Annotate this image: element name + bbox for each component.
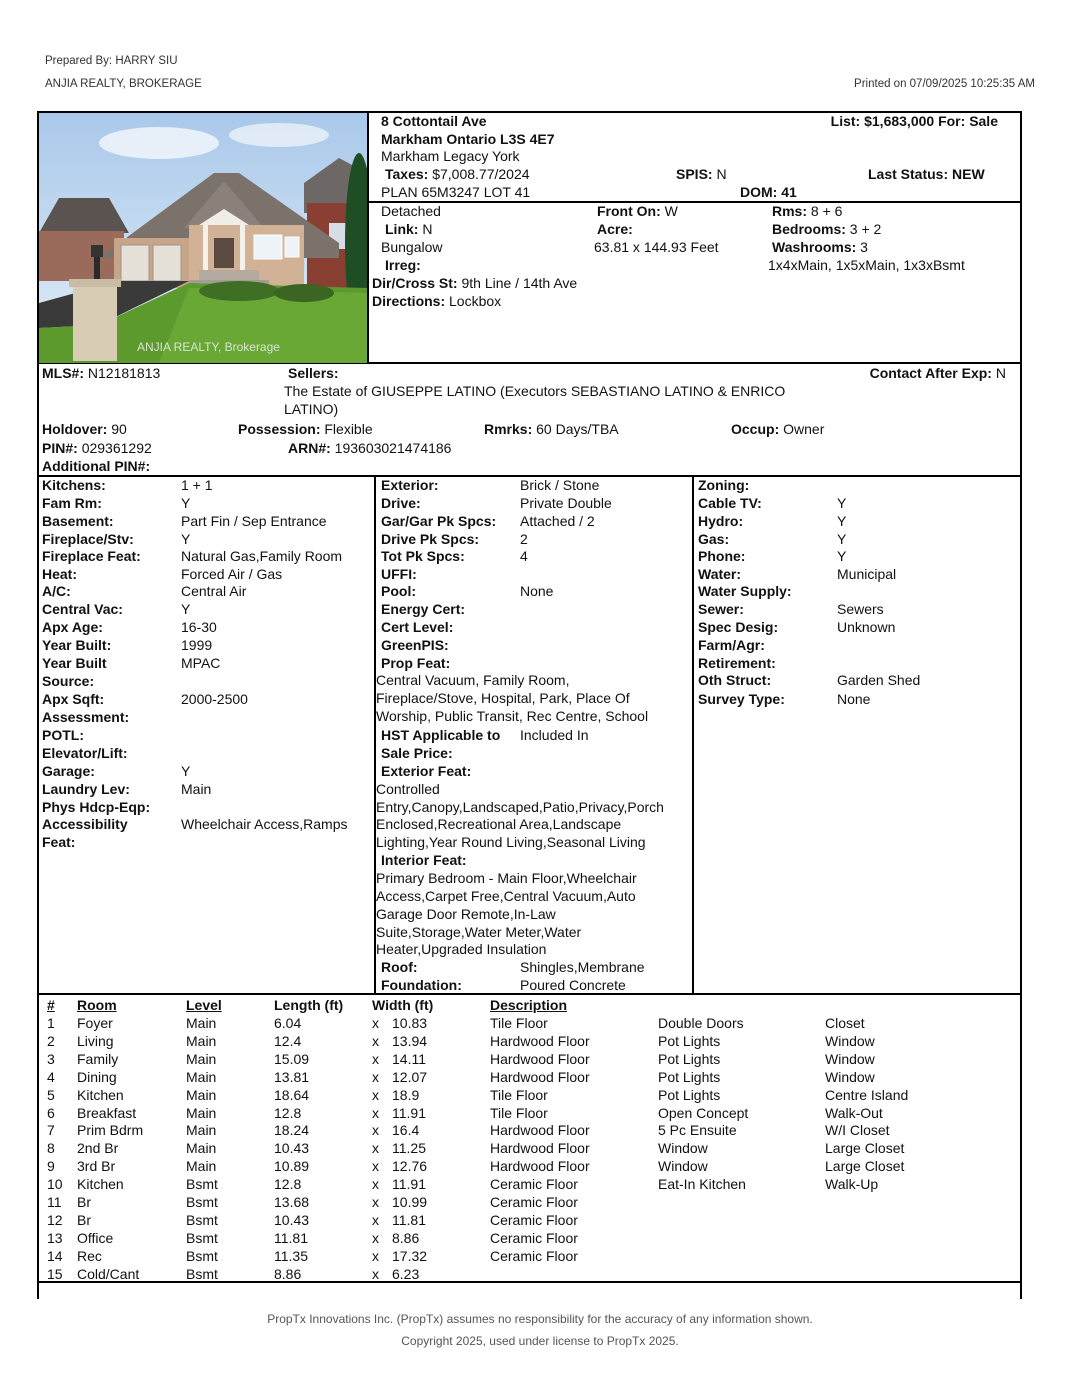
int-feat-label: Interior Feat: [381, 852, 467, 868]
directions: Directions: Lockbox [372, 293, 502, 309]
roof-label: Roof: [381, 959, 418, 975]
room-level: Main [186, 1122, 217, 1138]
rooms-header [372, 997, 433, 1014]
room-length: 15.09 [274, 1051, 310, 1067]
room-level: Bsmt [186, 1248, 218, 1264]
rooms-header [186, 997, 222, 1014]
room-name: Dining [77, 1069, 117, 1085]
room-name: Br [77, 1194, 91, 1210]
room-x: x [372, 1069, 379, 1085]
room-length: 6.04 [274, 1015, 302, 1031]
rooms-header [77, 997, 117, 1014]
link: Link: N [385, 221, 433, 237]
room-width: 10.83 [392, 1015, 428, 1031]
room-level: Main [186, 1158, 217, 1174]
hst-label: HST Applicable to [381, 727, 501, 743]
room-level: Main [186, 1051, 217, 1067]
room-desc-3: W/I Closet [825, 1122, 890, 1138]
room-x: x [372, 1051, 379, 1067]
room-length: 18.64 [274, 1087, 310, 1103]
room-x: x [372, 1176, 379, 1192]
room-level: Main [186, 1087, 217, 1103]
col1-value: Wheelchair Access,Ramps [181, 816, 348, 832]
int-feat-line-3: Garage Door Remote,In-Law [376, 906, 556, 922]
col1-label: Garage: [42, 763, 95, 779]
room-desc-1: Hardwood Floor [490, 1033, 590, 1049]
room-desc-2: Window [658, 1158, 708, 1174]
col2-value: 2 [520, 531, 528, 547]
rooms-header-text: Length (ft) [274, 997, 344, 1013]
col1-value: Y [181, 601, 191, 617]
room-name: Breakfast [77, 1105, 137, 1121]
room-num: 7 [47, 1122, 55, 1138]
col1-label: Accessibility [42, 816, 128, 832]
sellers-label: Sellers: [288, 365, 339, 381]
room-width: 12.76 [392, 1158, 428, 1174]
col3-label: Cable TV: [698, 495, 762, 511]
prop-feat-line-3: Worship, Public Transit, Rec Centre, School [376, 708, 649, 724]
prop-feat-line-1: Central Vacuum, Family Room, [376, 672, 570, 688]
rooms-header-text: Width (ft) [372, 997, 434, 1013]
room-desc-3: Window [825, 1033, 875, 1049]
col1-value: MPAC [181, 655, 221, 671]
footer-disclaimer: PropTx Innovations Inc. (PropTx) assumes no responsibility for the accuracy of any information shown. [267, 1312, 813, 1326]
room-name: Kitchen [77, 1087, 124, 1103]
col2-label: Energy Cert: [381, 601, 466, 617]
col3-label: Spec Desig: [698, 619, 779, 635]
occupancy: Occup: Owner [731, 421, 825, 437]
room-num: 3 [47, 1051, 55, 1067]
room-width: 11.25 [392, 1140, 426, 1156]
col1-value: Natural Gas,Family Room [181, 548, 343, 564]
int-feat-line-1: Primary Bedroom - Main Floor,Wheelchair [376, 870, 637, 886]
col1-label: Source: [42, 673, 95, 689]
col3-label: Hydro: [698, 513, 744, 529]
col2-label: Cert Level: [381, 619, 454, 635]
col1-label: Fam Rm: [42, 495, 102, 511]
room-length: 13.81 [274, 1069, 310, 1085]
prop-feat-line-2: Fireplace/Stove, Hospital, Park, Place Of [376, 690, 630, 706]
col2-label: UFFI: [381, 566, 417, 582]
room-desc-1: Ceramic Floor [490, 1176, 578, 1192]
arn: ARN#: 193603021474186 [288, 440, 452, 456]
col3-value: Y [837, 531, 847, 547]
room-desc-1: Tile Floor [490, 1087, 548, 1103]
room-num: 5 [47, 1087, 55, 1103]
room-level: Main [186, 1140, 217, 1156]
legal-plan: PLAN 65M3247 LOT 41 [381, 184, 531, 200]
room-width: 14.11 [392, 1051, 426, 1067]
frame-tail-left [37, 1283, 39, 1299]
ext-feat-line-4: Lighting,Year Round Living,Seasonal Living [376, 834, 646, 850]
room-level: Bsmt [186, 1212, 218, 1228]
washrooms: Washrooms: 3 [772, 239, 868, 255]
property-type: Detached [381, 203, 441, 219]
lot-size: 63.81 x 144.93 Feet [594, 239, 719, 255]
printed-date: Printed on 07/09/2025 10:25:35 AM [854, 78, 1035, 90]
foundation-label: Foundation: [381, 977, 462, 993]
mls-number: MLS#: N12181813 [42, 365, 161, 381]
room-level: Bsmt [186, 1176, 218, 1192]
col1-value: 2000-2500 [181, 691, 248, 707]
roof-value: Shingles,Membrane [520, 959, 645, 975]
col3-label: Gas: [698, 531, 730, 547]
address-city: Markham Ontario L3S 4E7 [381, 131, 555, 147]
sellers-line-1: The Estate of GIUSEPPE LATINO (Executors SEBASTIANO LATINO & ENRICO [284, 383, 786, 399]
sellers-line-2: LATINO) [284, 401, 339, 417]
room-width: 17.32 [392, 1248, 428, 1264]
col2-label: Tot Pk Spcs: [381, 548, 465, 564]
rooms-count: Rms: 8 + 6 [772, 203, 843, 219]
room-num: 11 [47, 1194, 62, 1210]
col1-value: Y [181, 531, 191, 547]
room-name: Living [77, 1033, 114, 1049]
col1-label: Elevator/Lift: [42, 745, 128, 761]
col3-value: Y [837, 513, 847, 529]
agency-name: ANJIA REALTY, BROKERAGE [45, 78, 202, 90]
room-num: 13 [47, 1230, 63, 1246]
room-name: Family [77, 1051, 119, 1067]
col3-value: Garden Shed [837, 672, 921, 688]
room-name: Kitchen [77, 1176, 124, 1192]
col1-label: Year Built [42, 655, 107, 671]
address-street: 8 Cottontail Ave [381, 113, 487, 129]
room-desc-3: Closet [825, 1015, 865, 1031]
room-desc-2: Double Doors [658, 1015, 744, 1031]
photo-divider [367, 112, 369, 363]
col1-label: Basement: [42, 513, 114, 529]
room-num: 8 [47, 1140, 55, 1156]
col1-label: Fireplace/Stv: [42, 531, 134, 547]
room-desc-2: Pot Lights [658, 1051, 721, 1067]
contact-after-exp: Contact After Exp: N [869, 365, 1006, 381]
col2-value: Attached / 2 [520, 513, 595, 529]
room-desc-1: Ceramic Floor [490, 1194, 578, 1210]
col1-value: Forced Air / Gas [181, 566, 283, 582]
room-desc-1: Hardwood Floor [490, 1158, 590, 1174]
room-desc-3: Walk-Out [825, 1105, 883, 1121]
room-level: Main [186, 1015, 217, 1031]
additional-pin: Additional PIN#: [42, 458, 151, 474]
room-desc-2: Open Concept [658, 1105, 749, 1121]
room-x: x [372, 1158, 379, 1174]
room-desc-1: Ceramic Floor [490, 1248, 578, 1264]
room-length: 12.8 [274, 1176, 302, 1192]
col1-value: Y [181, 495, 191, 511]
rooms-header-text: Room [77, 997, 117, 1013]
col1-value: 1999 [181, 637, 213, 653]
col1-value: Main [181, 781, 212, 797]
col1-value: 16-30 [181, 619, 217, 635]
room-width: 11.81 [392, 1212, 426, 1228]
room-level: Bsmt [186, 1266, 218, 1282]
col1-label: Phys Hdcp-Eqp: [42, 799, 151, 815]
room-name: Rec [77, 1248, 102, 1264]
room-level: Main [186, 1069, 217, 1085]
room-x: x [372, 1212, 379, 1228]
col1-label: Laundry Lev: [42, 781, 130, 797]
col3-label: Phone: [698, 548, 746, 564]
room-desc-1: Tile Floor [490, 1105, 548, 1121]
room-num: 12 [47, 1212, 63, 1228]
room-width: 12.07 [392, 1069, 428, 1085]
rooms-header-text: Level [186, 997, 222, 1013]
room-desc-1: Hardwood Floor [490, 1051, 590, 1067]
room-name: Cold/Cant [77, 1266, 140, 1282]
col2-value: Brick / Stone [520, 477, 600, 493]
col1-label: Fireplace Feat: [42, 548, 141, 564]
taxes: Taxes: $7,008.77/2024 [385, 166, 530, 182]
room-length: 8.86 [274, 1266, 302, 1282]
room-width: 11.91 [392, 1176, 426, 1192]
col1-label: Apx Sqft: [42, 691, 105, 707]
room-num: 2 [47, 1033, 55, 1049]
col3-label: Water: [698, 566, 742, 582]
room-width: 8.86 [392, 1230, 420, 1246]
room-name: Office [77, 1230, 114, 1246]
room-level: Main [186, 1033, 217, 1049]
col-divider-2 [692, 477, 694, 994]
room-desc-3: Walk-Up [825, 1176, 879, 1192]
washroom-detail: 1x4xMain, 1x5xMain, 1x3xBsmt [768, 257, 965, 273]
col2-label: Prop Feat: [381, 655, 451, 671]
room-name: 3rd Br [77, 1158, 116, 1174]
dom: DOM: 41 [740, 184, 797, 200]
last-status: Last Status: NEW [868, 166, 985, 182]
col3-value: None [837, 691, 871, 707]
room-width: 10.99 [392, 1194, 428, 1210]
col1-label: A/C: [42, 583, 71, 599]
col1-value: Y [181, 763, 191, 779]
rooms-header-text: Description [490, 997, 568, 1013]
room-x: x [372, 1140, 379, 1156]
room-length: 10.89 [274, 1158, 310, 1174]
room-length: 13.68 [274, 1194, 310, 1210]
footer-copyright: Copyright 2025, used under license to PropTx 2025. [401, 1334, 679, 1348]
cross-street: Dir/Cross St: 9th Line / 14th Ave [372, 275, 578, 291]
room-length: 11.81 [274, 1230, 308, 1246]
int-feat-line-2: Access,Carpet Free,Central Vacuum,Auto [376, 888, 636, 904]
col1-label: Central Vac: [42, 601, 123, 617]
room-desc-1: Hardwood Floor [490, 1122, 590, 1138]
col1-label: Apx Age: [42, 619, 103, 635]
col1-label: Heat: [42, 566, 78, 582]
room-desc-1: Hardwood Floor [490, 1069, 590, 1085]
room-level: Main [186, 1105, 217, 1121]
room-width: 16.4 [392, 1122, 420, 1138]
room-desc-1: Ceramic Floor [490, 1230, 578, 1246]
room-name: Prim Bdrm [77, 1122, 144, 1138]
room-desc-2: Pot Lights [658, 1033, 721, 1049]
col2-value: 4 [520, 548, 528, 564]
col1-value: 1 + 1 [181, 477, 213, 493]
col3-label: Water Supply: [698, 583, 792, 599]
room-x: x [372, 1122, 379, 1138]
col1-label: Year Built: [42, 637, 112, 653]
room-length: 12.4 [274, 1033, 302, 1049]
col3-label: Sewer: [698, 601, 744, 617]
col1-label: Kitchens: [42, 477, 106, 493]
room-desc-3: Centre Island [825, 1087, 909, 1103]
room-desc-2: Eat-In Kitchen [658, 1176, 746, 1192]
room-width: 13.94 [392, 1033, 428, 1049]
irreg: Irreg: [385, 257, 421, 273]
room-level: Bsmt [186, 1230, 218, 1246]
room-desc-2: Window [658, 1140, 708, 1156]
col1-label: Assessment: [42, 709, 130, 725]
room-width: 6.23 [392, 1266, 420, 1282]
prepared-by: Prepared By: HARRY SIU [45, 55, 178, 67]
room-x: x [372, 1248, 379, 1264]
style: Bungalow [381, 239, 443, 255]
int-feat-line-5: Heater,Upgraded Insulation [376, 941, 547, 957]
room-desc-1: Tile Floor [490, 1015, 548, 1031]
front-on: Front On: W [597, 203, 678, 219]
acre: Acre: [597, 221, 633, 237]
holdover: Holdover: 90 [42, 421, 127, 437]
room-num: 4 [47, 1069, 55, 1085]
room-desc-1: Hardwood Floor [490, 1140, 590, 1156]
room-level: Bsmt [186, 1194, 218, 1210]
room-length: 10.43 [274, 1140, 310, 1156]
sale-price-label: Sale Price: [381, 745, 453, 761]
room-desc-1: Ceramic Floor [490, 1212, 578, 1228]
room-width: 18.9 [392, 1087, 420, 1103]
col2-label: Exterior: [381, 477, 439, 493]
col1-label: Feat: [42, 834, 76, 850]
room-width: 11.91 [392, 1105, 426, 1121]
room-length: 10.43 [274, 1212, 310, 1228]
col3-label: Farm/Agr: [698, 637, 765, 653]
col2-label: GreenPIS: [381, 637, 449, 653]
col2-value: Private Double [520, 495, 612, 511]
rooms-header-text: # [47, 997, 55, 1013]
col3-label: Zoning: [698, 477, 750, 493]
rule-address [369, 201, 1021, 203]
bedrooms: Bedrooms: 3 + 2 [772, 221, 882, 237]
room-num: 1 [47, 1015, 55, 1031]
rooms-header [47, 997, 55, 1014]
room-num: 15 [47, 1266, 63, 1282]
foundation-value: Poured Concrete [520, 977, 626, 993]
pin: PIN#: 029361292 [42, 440, 152, 456]
room-num: 10 [47, 1176, 63, 1192]
frame-tail-right [1020, 1283, 1022, 1299]
col3-label: Survey Type: [698, 691, 785, 707]
room-length: 12.8 [274, 1105, 302, 1121]
room-desc-3: Large Closet [825, 1158, 905, 1174]
col3-label: Oth Struct: [698, 672, 772, 688]
col3-value: Y [837, 495, 847, 511]
col2-label: Drive: [381, 495, 421, 511]
room-length: 18.24 [274, 1122, 310, 1138]
room-desc-3: Large Closet [825, 1140, 905, 1156]
ext-feat-line-3: Enclosed,Recreational Area,Landscape [376, 816, 622, 832]
col3-value: Sewers [837, 601, 884, 617]
room-x: x [372, 1033, 379, 1049]
room-name: 2nd Br [77, 1140, 119, 1156]
room-name: Foyer [77, 1015, 113, 1031]
col3-value: Unknown [837, 619, 896, 635]
room-num: 9 [47, 1158, 55, 1174]
room-num: 6 [47, 1105, 55, 1121]
col2-label: Drive Pk Spcs: [381, 531, 480, 547]
room-desc-2: Pot Lights [658, 1087, 721, 1103]
room-length: 11.35 [274, 1248, 308, 1264]
int-feat-line-4: Suite,Storage,Water Meter,Water [376, 924, 582, 940]
room-x: x [372, 1087, 379, 1103]
remarks: Rmrks: 60 Days/TBA [484, 421, 619, 437]
property-photo [39, 113, 367, 363]
ext-feat-label: Exterior Feat: [381, 763, 472, 779]
photo-watermark: ANJIA REALTY, Brokerage [137, 340, 280, 354]
col1-value: Part Fin / Sep Entrance [181, 513, 327, 529]
col3-value: Y [837, 548, 847, 564]
room-name: Br [77, 1212, 91, 1228]
col3-label: Retirement: [698, 655, 776, 671]
room-num: 14 [47, 1248, 63, 1264]
spis: SPIS: N [676, 166, 727, 182]
room-x: x [372, 1266, 379, 1282]
col1-label: POTL: [42, 727, 84, 743]
room-x: x [372, 1105, 379, 1121]
room-x: x [372, 1194, 379, 1210]
room-desc-3: Window [825, 1051, 875, 1067]
room-desc-2: 5 Pc Ensuite [658, 1122, 737, 1138]
rooms-header [274, 997, 343, 1014]
col2-value: None [520, 583, 554, 599]
hst-value: Included In [520, 727, 589, 743]
col2-label: Pool: [381, 583, 416, 599]
col3-value: Municipal [837, 566, 897, 582]
room-desc-2: Pot Lights [658, 1069, 721, 1085]
col2-label: Gar/Gar Pk Spcs: [381, 513, 497, 529]
room-x: x [372, 1230, 379, 1246]
ext-feat-line-2: Entry,Canopy,Landscaped,Patio,Privacy,Porch [376, 799, 664, 815]
rooms-header [490, 997, 567, 1014]
possession: Possession: Flexible [238, 421, 373, 437]
col1-value: Central Air [181, 583, 247, 599]
list-price: List: $1,683,000 For: Sale [830, 113, 998, 129]
address-area: Markham Legacy York [381, 148, 520, 164]
room-x: x [372, 1015, 379, 1031]
room-desc-3: Window [825, 1069, 875, 1085]
ext-feat-line-1: Controlled [376, 781, 440, 797]
